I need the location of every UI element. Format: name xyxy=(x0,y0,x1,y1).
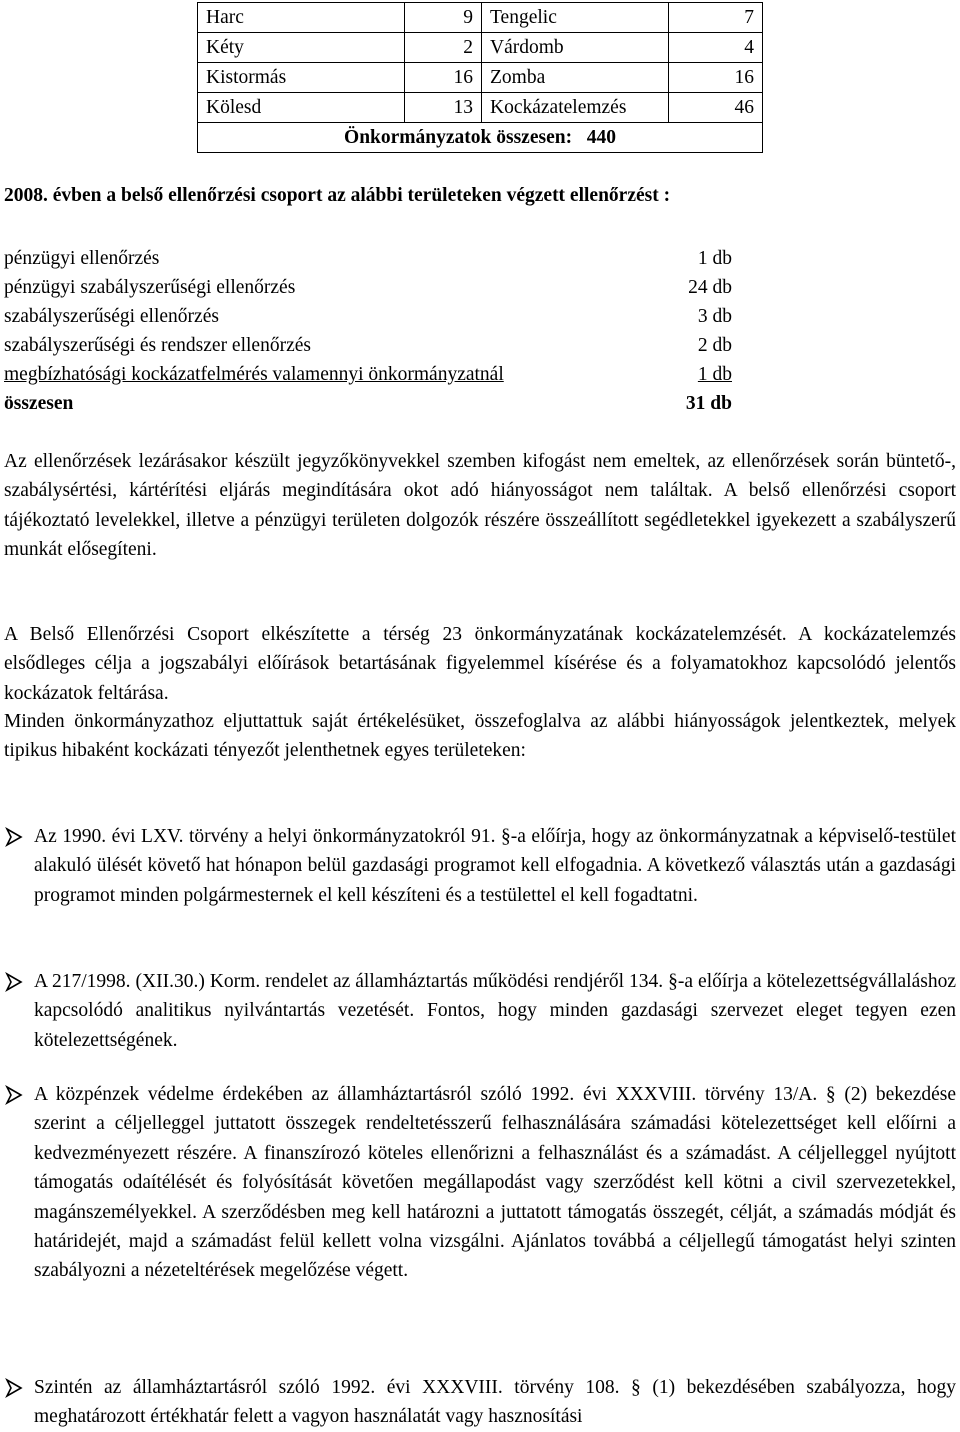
table-cell: 13 xyxy=(405,93,482,123)
table-total-row xyxy=(198,123,763,153)
stat-row xyxy=(4,331,732,360)
arrow-bullet-icon xyxy=(4,1085,24,1105)
stat-label: szabályszerűségi és rendszer ellenőrzés xyxy=(4,335,311,356)
list-item xyxy=(4,1080,956,1286)
stat-label: megbízhatósági kockázatfelmérés valamennyi önkormányzatnál xyxy=(4,364,504,385)
table-cell: 7 xyxy=(669,3,763,33)
table-cell: 4 xyxy=(669,33,763,63)
list-item xyxy=(4,822,956,910)
table-cell: 46 xyxy=(669,93,763,123)
table-cell: Kistormás xyxy=(198,63,405,93)
stat-value: 1 db xyxy=(697,248,732,269)
list-item-text: Szintén az államháztartásról szóló 1992. évi XXXVIII. törvény 108. § (1) bekezdésében szabályozza, hogy meghatározott értékhatár felett a vagyon használatát vagy hasznosítási xyxy=(34,1377,956,1428)
stat-row xyxy=(4,244,732,273)
table-row xyxy=(198,63,763,93)
stat-total-label: összesen xyxy=(4,393,74,414)
table-cell: 16 xyxy=(405,63,482,93)
stat-label: pénzügyi szabályszerűségi ellenőrzés xyxy=(4,277,296,298)
list-item xyxy=(4,967,956,1055)
list-item-text: A közpénzek védelme érdekében az államháztartásról szóló 1992. évi XXXVIII. törvény 13/A. § (2) bekezdése szerint a céljelleggel juttatott összegek rendeltetésszerű felhasználására számadási kötelezettséget kell előírni a kedvezményezett részére. A finanszírozó köteles ellenőrizni a felhasználást és a számadást. A céljelleggel nyújtott támogatás odaítélését és folyósítását követően megállapodást vagy szerződést kell kötni a civil szervezetekkel, magánszemélyekkel. A szerződésben meg kell határozni a juttatott támogatás összegét, célját, a számadás módját és határidejét, majd a számadást felül kellett volna vizsgálni. Ajánlatos továbbá a céljellegű támogatást helyi szinten szabályozni a nézeteltérések megelőzése végett. xyxy=(34,1084,956,1282)
table-row xyxy=(198,93,763,123)
table-cell: Kockázatelemzés xyxy=(482,93,669,123)
stat-value: 24 db xyxy=(688,277,732,298)
table-cell: Zomba xyxy=(482,63,669,93)
table-cell: 9 xyxy=(405,3,482,33)
arrow-bullet-icon xyxy=(4,972,24,992)
arrow-bullet-icon xyxy=(4,1378,24,1398)
paragraph-risk-assessment: A Belső Ellenőrzési Csoport elkészítette a térség 23 önkormányzatának kockázatelemzését. A kockázatelemzés elsődleges célja a jogszabályi előírások betartásának figyelemmel kísérése és a folyamatokhoz kapcsolódó jelentős kockázatok feltárása. xyxy=(4,624,956,704)
table-cell: 16 xyxy=(669,63,763,93)
stat-value: 2 db xyxy=(697,335,732,356)
stat-row xyxy=(4,273,732,302)
paragraph-evaluation: Minden önkormányzathoz eljuttattuk saját értékelésüket, összefoglalva az alábbi hiányosságok jelentkeztek, melyek tipikus hibaként kockázati tényezőt jelenthetnek egyes területeken: xyxy=(4,711,956,762)
table-cell: Kölesd xyxy=(198,93,405,123)
stat-label: pénzügyi ellenőrzés xyxy=(4,248,160,269)
table-cell: Kéty xyxy=(198,33,405,63)
table-cell: Harc xyxy=(198,3,405,33)
municipality-table xyxy=(197,2,763,153)
section-heading: 2008. évben a belső ellenőrzési csoport az alábbi területeken végzett ellenőrzést : xyxy=(4,185,671,206)
stat-value: 1 db xyxy=(697,364,732,385)
stat-total-row xyxy=(4,389,732,418)
stat-value: 3 db xyxy=(697,306,732,327)
table-row xyxy=(198,33,763,63)
stat-row xyxy=(4,360,732,389)
inspection-stats xyxy=(4,244,732,418)
list-item-text: Az 1990. évi LXV. törvény a helyi önkormányzatokról 91. §-a előírja, hogy az önkormányzatnak a képviselő-testület alakuló ülését követő hat hónapon belül gazdasági programot kell elfogadnia. A következő választás után a gazdasági programot minden polgármesternek el kell készíteni és a testülettel el kell fogadtatni. xyxy=(34,826,956,906)
table-cell: 2 xyxy=(405,33,482,63)
list-item xyxy=(4,1373,956,1432)
stat-label: szabályszerűségi ellenőrzés xyxy=(4,306,219,327)
arrow-bullet-icon xyxy=(4,827,24,847)
stat-total-value: 31 db xyxy=(685,393,732,414)
table-cell: Tengelic xyxy=(482,3,669,33)
paragraph-findings: Az ellenőrzések lezárásakor készült jegyzőkönyvekkel szemben kifogást nem emeltek, az ellenőrzések során büntető-, szabálysértési, kártérítési eljárás megindítására okot adó hiányosságot nem találtak. A belső ellenőrzési csoport tájékoztató levelekkel, illetve a pénzügyi területen dolgozók részére összeállított segédletekkel igyekezett a szabályszerű munkát elősegíteni. xyxy=(4,451,956,561)
table-cell: Várdomb xyxy=(482,33,669,63)
stat-row xyxy=(4,302,732,331)
table-total: Önkormányzatok összesen: 440 xyxy=(198,123,763,153)
list-item-text: A 217/1998. (XII.30.) Korm. rendelet az államháztartás működési rendjéről 134. §-a előírja a kötelezettségvállaláshoz kapcsolódó analitikus nyilvántartás vezetését. Fontos, hogy minden gazdasági szervezet eleget tegyen ezen kötelezettségének. xyxy=(34,971,956,1051)
table-row xyxy=(198,3,763,33)
